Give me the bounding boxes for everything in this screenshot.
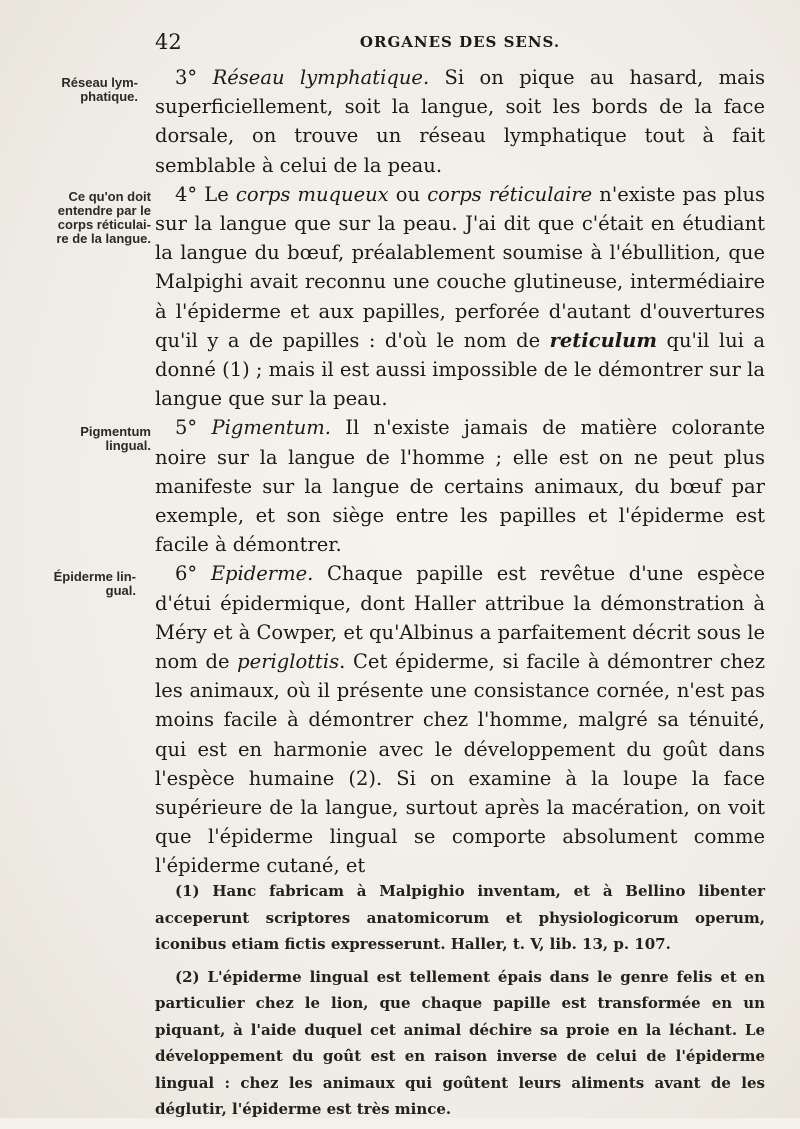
paragraph-text: Il n'existe jamais de matière colorante noire sur la langue de l'homme ; elle est on ne peut plus manifeste sur la langue de certains animaux, du bœuf par exemple, et son siège entre les papilles et l'épiderme est facile à démontrer. [155,416,766,557]
term-reticulum: reticulum [549,328,657,352]
margin-note-pigmentum: Pigmentum lingual. [80,424,151,453]
paragraph-epiderme [155,559,765,880]
paragraph-number: 4° [175,182,198,206]
margin-note-corps-reticulaire: Ce qu'on doit entendre par le corps réticulai- re de la langue. [56,189,151,246]
page-number: 42 [155,30,182,54]
paragraph-heading: Epiderme. [210,562,314,586]
term-periglottis: periglottis [237,650,340,674]
paragraph-number: 3° [175,66,198,89]
paragraph-text: qu'il lui a donné (1) ; mais il est aussi impossible de le démontrer sur la langue que sur la peau. [155,328,765,411]
paragraph-text: n'existe pas plus sur la langue que sur la peau. J'ai dit que c'était en étudiant la langue du bœuf, préalablement soumise à l'ébullition, que Malpighi avait reconnu une couche glutineuse, intermédiaire à l'épiderme et aux papilles, perforée d'autant d'ouvertures qu'il y a de papilles : d'où le nom de [155,182,766,352]
margin-note-epiderme: Épiderme lin- gual. [53,569,136,598]
paragraph-text: . Cet épiderme, si facile à démontrer chez les animaux, où il présente une consistance cornée, n'est pas moins facile à démontrer chez l'homme, malgré sa ténuité, qui est en harmonie avec le développement du goût dans l'espèce humaine (2). Si on examine à la loupe la face supérieure de la langue, surtout après la macération, on voit que l'épiderme lingual se comporte absolument comme l'épiderme cutané, et [155,650,765,878]
paragraph-pigmentum [155,413,765,559]
paragraph-number: 6° [175,562,198,586]
margin-note-reseau-lymphatique: Réseau lym- phatique. [61,75,138,104]
paragraph-text: Si on pique au hasard, mais superficiellement, soit la langue, soit les bords de la face dorsale, on trouve un réseau lymphatique tout à fait semblable à celui de la peau. [155,66,766,177]
body-text [155,63,765,881]
running-title: ORGANES DES SENS. [359,33,561,51]
footnotes [155,878,765,1129]
paragraph-reseau-lymphatique [155,63,765,180]
paragraph-corps-muqueux [155,180,765,414]
paragraph-heading: Pigmentum. [211,416,331,440]
footnote-2: (2) L'épiderme lingual est tellement épais dans le genre felis et en particulier chez le lion, que chaque papille est transformée en un piquant, à l'aide duquel cet animal déchire sa proie en la léchant. Le développement du goût est en raison inverse de celui de l'épiderme lingual : chez les animaux qui goûtent leurs aliments avant de les déglutir, l'épiderme est très mince. [155,967,765,1118]
paragraph-text: Le [197,182,236,206]
paragraph-number: 5° [175,416,198,440]
term-corps-muqueux: corps muqueux [235,182,389,206]
page-header [150,30,770,60]
paragraph-text: ou [388,182,428,206]
paragraph-text: Chaque papille est revêtue d'une espèce d'étui épidermique, dont Haller attribue la démonstration à Méry et à Cowper, et qu'Albinus a parfaitement décrit sous le nom de [155,562,765,674]
footnote-1: (1) Hanc fabricam à Malpighio inventam, et à Bellino libenter acceperunt scriptores anatomicorum et physiologicorum operum, iconibus etiam fictis expresserunt. Haller, t. V, lib. 13, p. 107. [155,882,765,953]
paragraph-heading: Réseau lymphatique. [212,66,430,89]
term-corps-reticulaire: corps réticulaire [427,182,593,206]
